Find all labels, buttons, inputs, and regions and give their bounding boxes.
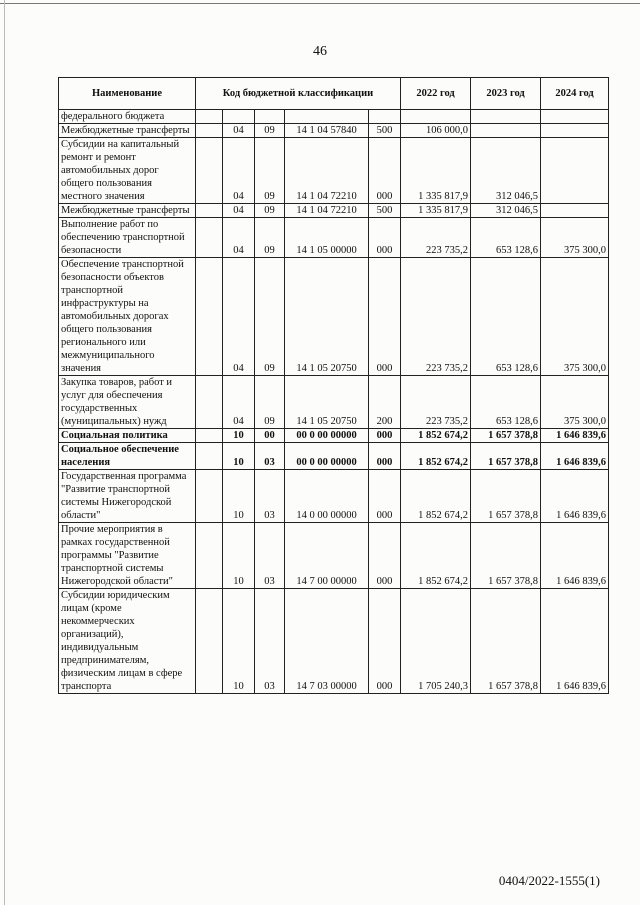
- cell-csr: 00 0 00 00000: [285, 443, 369, 470]
- cell-csr: 14 0 00 00000: [285, 470, 369, 523]
- cell-sec: 04: [223, 138, 255, 204]
- cell-sec: 04: [223, 218, 255, 258]
- cell-csr: 14 1 05 00000: [285, 218, 369, 258]
- cell-y2024: [541, 124, 609, 138]
- cell-vr: [369, 110, 401, 124]
- cell-sub: 09: [255, 124, 285, 138]
- cell-y2023: 1 657 378,8: [471, 470, 541, 523]
- cell-sub: 03: [255, 589, 285, 694]
- cell-vr: 000: [369, 589, 401, 694]
- cell-y2023: 312 046,5: [471, 204, 541, 218]
- cell-y2023: 653 128,6: [471, 218, 541, 258]
- cell-sec: 04: [223, 258, 255, 376]
- cell-blank: [196, 204, 223, 218]
- cell-y2024: 1 646 839,6: [541, 589, 609, 694]
- cell-sec: [223, 110, 255, 124]
- cell-csr: 14 1 05 20750: [285, 258, 369, 376]
- table-body: [59, 110, 609, 694]
- cell-vr: 200: [369, 376, 401, 429]
- table-row: [59, 429, 609, 443]
- cell-y2024: [541, 138, 609, 204]
- cell-sub: 09: [255, 218, 285, 258]
- cell-y2022: 1 335 817,9: [401, 138, 471, 204]
- cell-vr: 000: [369, 443, 401, 470]
- cell-blank: [196, 218, 223, 258]
- table-row: [59, 124, 609, 138]
- cell-sec: 10: [223, 470, 255, 523]
- cell-sub: 09: [255, 376, 285, 429]
- cell-name: Обеспечение транспортной безопасности объектов транспортной инфраструктуры на автомобильных дорогах общего пользования регионального или межмуниципального значения: [59, 258, 196, 376]
- cell-blank: [196, 376, 223, 429]
- cell-y2024: 1 646 839,6: [541, 443, 609, 470]
- cell-name: Закупка товаров, работ и услуг для обеспечения государственных (муниципальных) нужд: [59, 376, 196, 429]
- cell-y2022: 1 705 240,3: [401, 589, 471, 694]
- cell-y2023: 312 046,5: [471, 138, 541, 204]
- cell-blank: [196, 124, 223, 138]
- cell-name: Межбюджетные трансферты: [59, 204, 196, 218]
- cell-y2023: 653 128,6: [471, 376, 541, 429]
- cell-name: федерального бюджета: [59, 110, 196, 124]
- cell-sub: 03: [255, 523, 285, 589]
- cell-sec: 04: [223, 124, 255, 138]
- header-code: Код бюджетной классификации: [196, 78, 401, 110]
- cell-csr: 14 1 04 57840: [285, 124, 369, 138]
- table-row: [59, 204, 609, 218]
- cell-vr: 000: [369, 523, 401, 589]
- cell-y2023: 1 657 378,8: [471, 589, 541, 694]
- cell-y2024: 1 646 839,6: [541, 523, 609, 589]
- cell-sub: 09: [255, 204, 285, 218]
- cell-name: Выполнение работ по обеспечению транспортной безопасности: [59, 218, 196, 258]
- table-row: [59, 376, 609, 429]
- cell-blank: [196, 470, 223, 523]
- cell-y2023: [471, 124, 541, 138]
- cell-name: Социальное обеспечение населения: [59, 443, 196, 470]
- header-2022: 2022 год: [401, 78, 471, 110]
- cell-name: Государственная программа "Развитие транспортной системы Нижегородской области": [59, 470, 196, 523]
- cell-csr: 14 7 03 00000: [285, 589, 369, 694]
- cell-sec: 10: [223, 443, 255, 470]
- cell-y2022: 223 735,2: [401, 376, 471, 429]
- cell-blank: [196, 258, 223, 376]
- cell-sec: 04: [223, 204, 255, 218]
- cell-y2022: [401, 110, 471, 124]
- cell-name: Субсидии на капитальный ремонт и ремонт автомобильных дорог общего пользования местного значения: [59, 138, 196, 204]
- cell-name: Прочие мероприятия в рамках государственной программы "Развитие транспортной системы Нижегородской области": [59, 523, 196, 589]
- cell-sub: 03: [255, 443, 285, 470]
- cell-name: Субсидии юридическим лицам (кроме некоммерческих организаций), индивидуальным предпринимателям, физическим лицам в сфере транспорта: [59, 589, 196, 694]
- cell-y2023: [471, 110, 541, 124]
- cell-sub: 03: [255, 470, 285, 523]
- table-row: [59, 443, 609, 470]
- cell-csr: [285, 110, 369, 124]
- cell-y2022: 1 852 674,2: [401, 523, 471, 589]
- cell-vr: 000: [369, 218, 401, 258]
- table-row: [59, 523, 609, 589]
- table-row: [59, 470, 609, 523]
- cell-sub: 09: [255, 138, 285, 204]
- header-name: Наименование: [59, 78, 196, 110]
- table-row: [59, 258, 609, 376]
- cell-sec: 10: [223, 589, 255, 694]
- cell-y2022: 1 852 674,2: [401, 443, 471, 470]
- header-2024: 2024 год: [541, 78, 609, 110]
- cell-vr: 000: [369, 429, 401, 443]
- table-row: [59, 138, 609, 204]
- cell-name: Межбюджетные трансферты: [59, 124, 196, 138]
- header-2023: 2023 год: [471, 78, 541, 110]
- scan-left-edge: [4, 0, 5, 905]
- document-code: 0404/2022-1555(1): [498, 873, 600, 888]
- cell-y2023: 1 657 378,8: [471, 523, 541, 589]
- cell-vr: 500: [369, 124, 401, 138]
- cell-csr: 00 0 00 00000: [285, 429, 369, 443]
- cell-y2024: 375 300,0: [541, 258, 609, 376]
- cell-y2022: 223 735,2: [401, 218, 471, 258]
- budget-table: [58, 77, 609, 694]
- cell-name: Социальная политика: [59, 429, 196, 443]
- cell-blank: [196, 443, 223, 470]
- cell-y2024: [541, 204, 609, 218]
- cell-y2023: 1 657 378,8: [471, 429, 541, 443]
- cell-y2024: 375 300,0: [541, 218, 609, 258]
- cell-y2024: 1 646 839,6: [541, 429, 609, 443]
- table-header-row: [59, 78, 609, 110]
- cell-vr: 000: [369, 470, 401, 523]
- cell-sec: 04: [223, 376, 255, 429]
- cell-sec: 10: [223, 523, 255, 589]
- cell-y2022: 1 852 674,2: [401, 470, 471, 523]
- cell-blank: [196, 589, 223, 694]
- cell-y2022: 1 852 674,2: [401, 429, 471, 443]
- cell-blank: [196, 138, 223, 204]
- cell-blank: [196, 110, 223, 124]
- cell-blank: [196, 429, 223, 443]
- cell-y2023: 1 657 378,8: [471, 443, 541, 470]
- cell-vr: 500: [369, 204, 401, 218]
- scan-top-edge: [0, 3, 640, 4]
- cell-y2024: 1 646 839,6: [541, 470, 609, 523]
- cell-y2022: 1 335 817,9: [401, 204, 471, 218]
- cell-y2022: 223 735,2: [401, 258, 471, 376]
- cell-vr: 000: [369, 258, 401, 376]
- cell-y2024: [541, 110, 609, 124]
- table-row: [59, 110, 609, 124]
- page-number: 46: [313, 44, 327, 59]
- cell-vr: 000: [369, 138, 401, 204]
- cell-y2024: 375 300,0: [541, 376, 609, 429]
- table-row: [59, 218, 609, 258]
- cell-csr: 14 1 04 72210: [285, 138, 369, 204]
- cell-csr: 14 1 05 20750: [285, 376, 369, 429]
- cell-y2022: 106 000,0: [401, 124, 471, 138]
- cell-blank: [196, 523, 223, 589]
- cell-sub: 09: [255, 258, 285, 376]
- cell-csr: 14 7 00 00000: [285, 523, 369, 589]
- cell-y2023: 653 128,6: [471, 258, 541, 376]
- table-row: [59, 589, 609, 694]
- cell-sec: 10: [223, 429, 255, 443]
- cell-csr: 14 1 04 72210: [285, 204, 369, 218]
- cell-sub: 00: [255, 429, 285, 443]
- cell-sub: [255, 110, 285, 124]
